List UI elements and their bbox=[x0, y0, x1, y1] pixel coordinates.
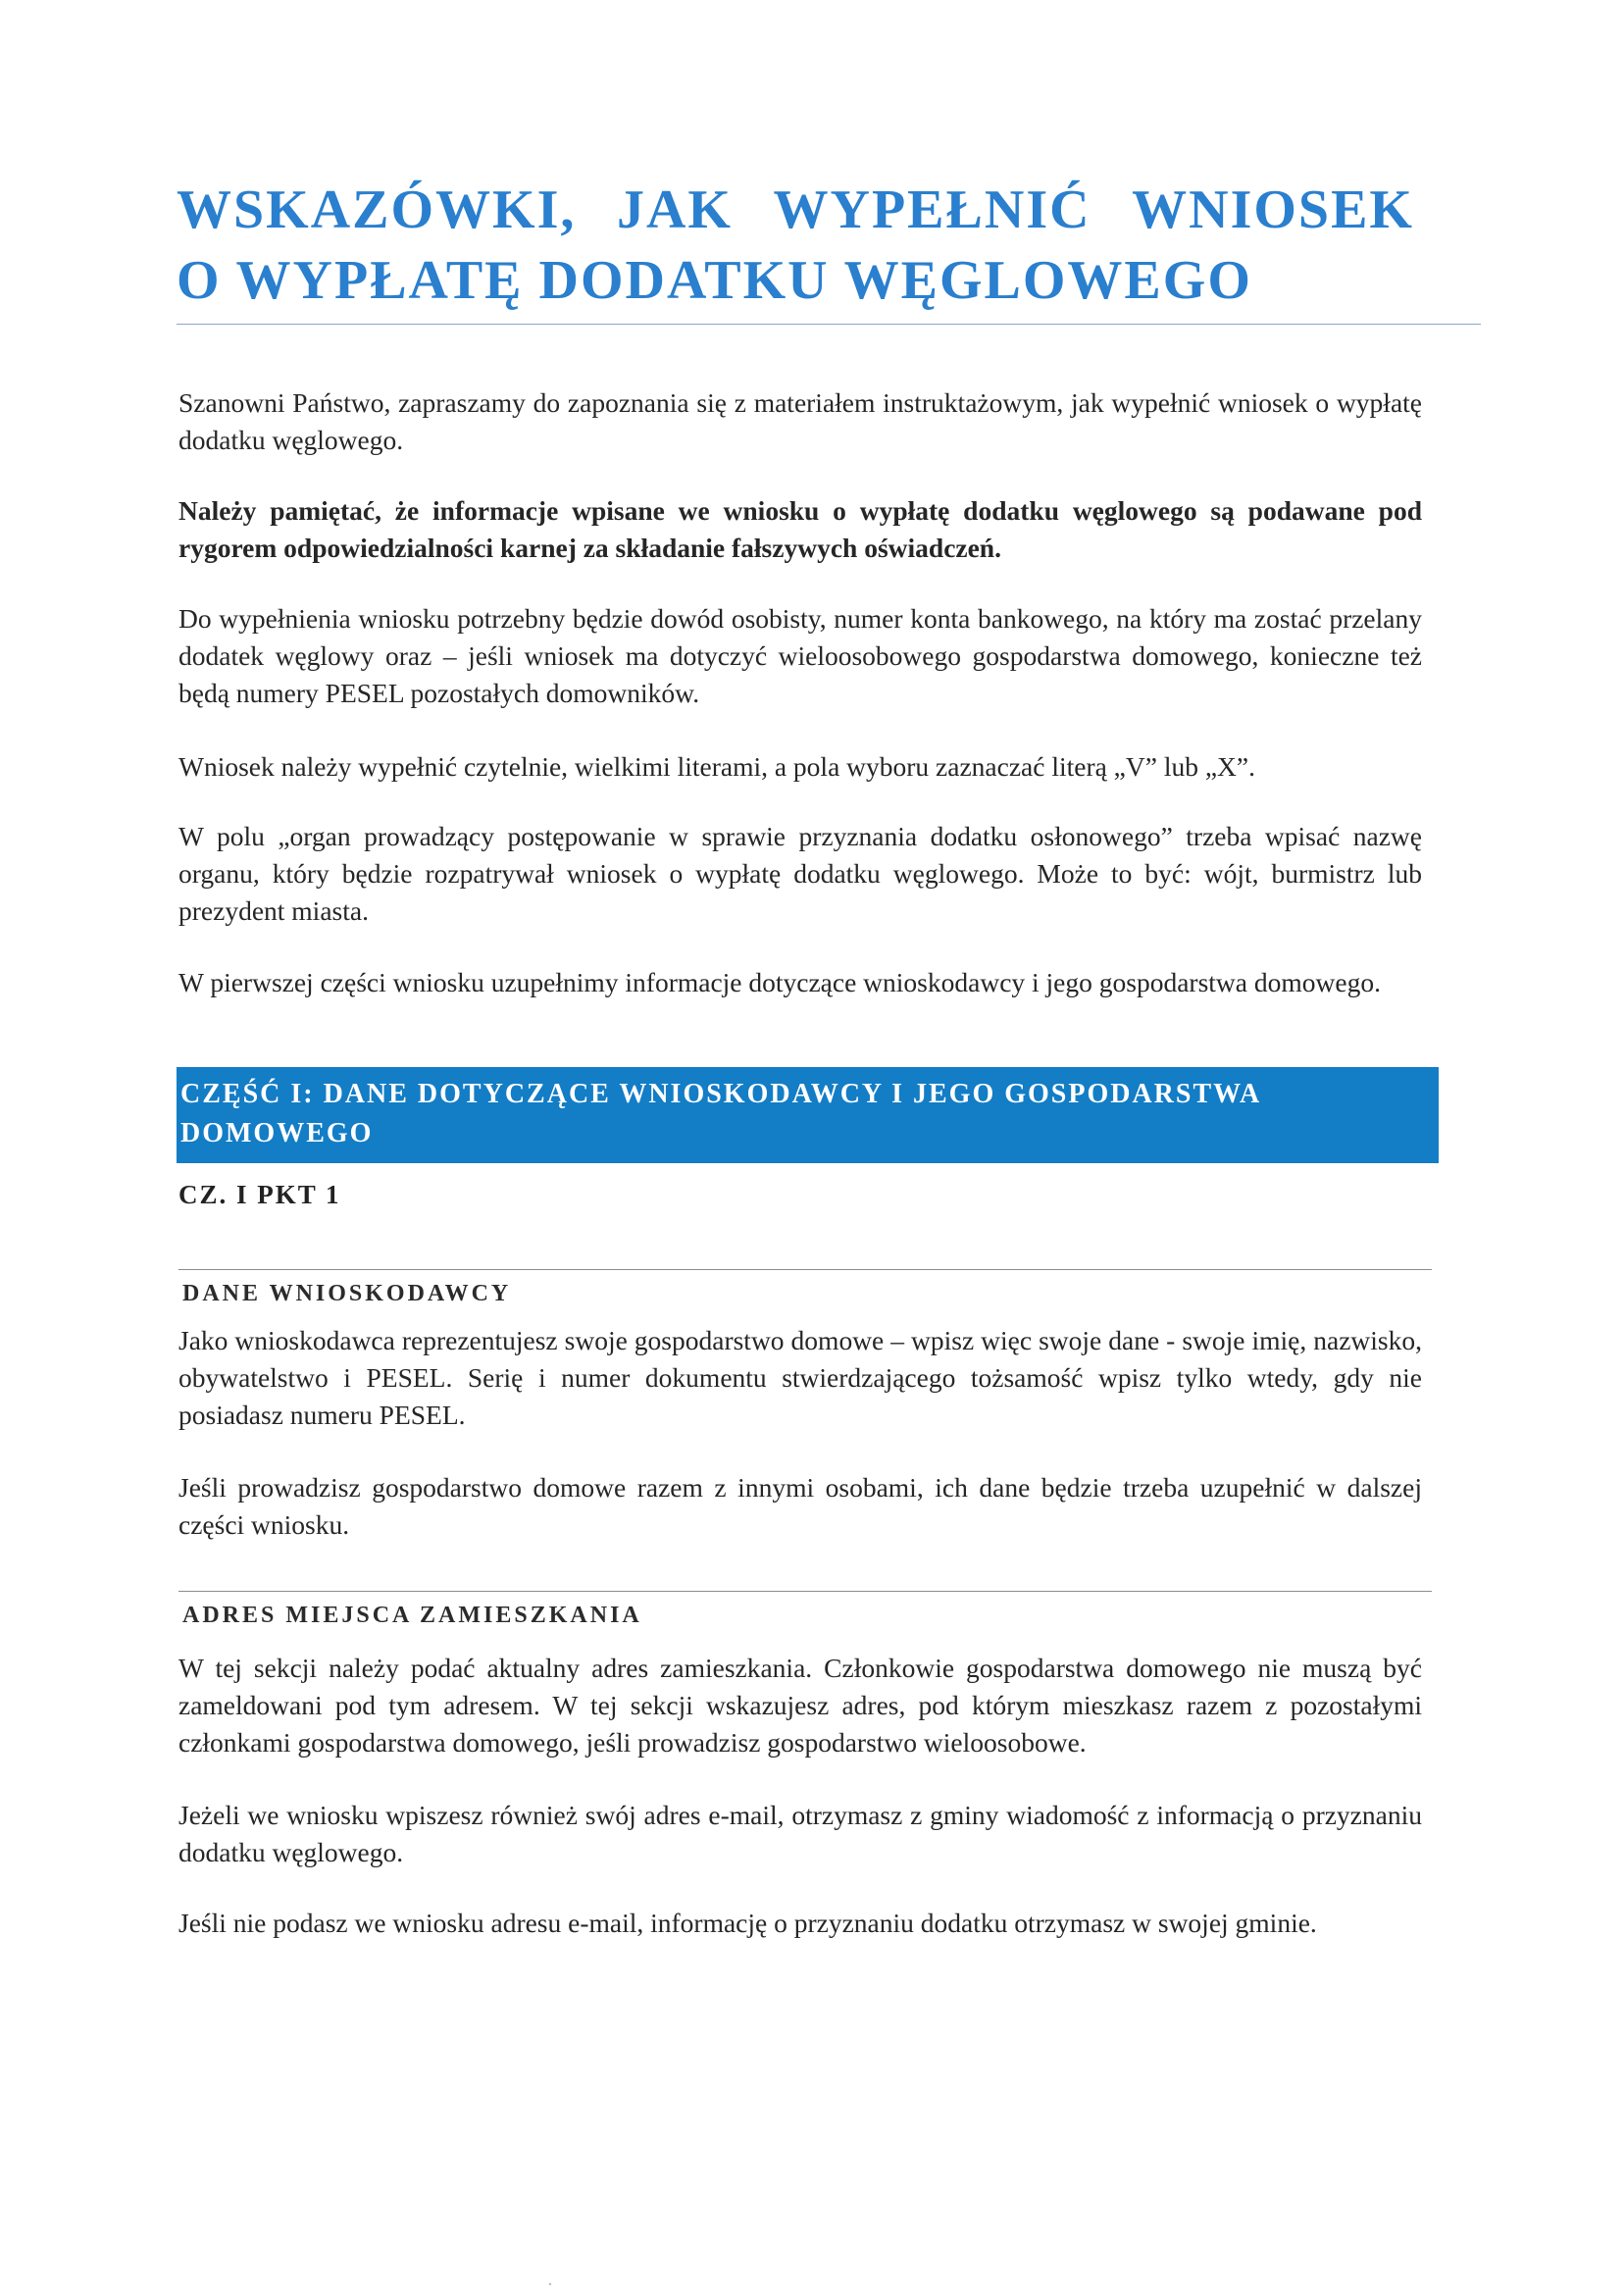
part-1-point-label: CZ. I PKT 1 bbox=[178, 1180, 341, 1209]
section-divider bbox=[178, 1591, 1432, 1592]
document-title bbox=[177, 175, 1451, 316]
title-word: WSKAZÓWKI, bbox=[177, 179, 577, 240]
intro-paragraph-3: Do wypełnienia wniosku potrzebny będzie dowód osobisty, numer konta bankowego, na który ma zostać przelany dodatek węglowy oraz – jeśli wniosek ma dotyczyć wieloosobowego gospodarstwa domowego, konieczne też będą numery PESEL pozostałych domowników. bbox=[178, 603, 1422, 708]
intro-paragraph-6: W pierwszej części wniosku uzupełnimy informacje dotyczące wnioskodawcy i jego gospodarstwa domowego. bbox=[178, 967, 1381, 997]
intro-paragraph-5: W polu „organ prowadzący postępowanie w sprawie przyznania dodatku osłonowego” trzeba wpisać nazwę organu, który będzie rozpatrywał wniosek o wypłatę dodatku węglowego. Może to być: wójt, burmistrz lub prezydent miasta. bbox=[178, 821, 1422, 926]
title-word: WYPEŁNIĆ bbox=[773, 179, 1091, 240]
section-heading-residence-address: ADRES MIEJSCA ZAMIESZKANIA bbox=[182, 1603, 642, 1628]
intro-paragraph-1: Szanowni Państwo, zapraszamy do zapoznania się z materiałem instruktażowym, jak wypełnić wniosek o wypłatę dodatku węglowego. bbox=[178, 387, 1422, 455]
scan-speck bbox=[549, 2283, 551, 2285]
title-divider bbox=[177, 324, 1481, 325]
title-line-2: O WYPŁATĘ DODATKU WĘGLOWEGO bbox=[177, 250, 1252, 311]
intro-warning-paragraph: Należy pamiętać, że informacje wpisane we wniosku o wypłatę dodatku węglowego są podawane pod rygorem odpowiedzialności karnej za składanie fałszywych oświadczeń. bbox=[178, 495, 1422, 563]
applicant-data-paragraph-1: Jako wnioskodawca reprezentujesz swoje gospodarstwo domowe – wpisz więc swoje dane - swoje imię, nazwisko, obywatelstwo i PESEL. Serię i numer dokumentu stwierdzającego tożsamość wpisz tylko wtedy, gdy nie posiadasz numeru PESEL. bbox=[178, 1325, 1422, 1430]
address-paragraph-3: Jeśli nie podasz we wniosku adresu e-mail, informację o przyznaniu dodatku otrzymasz w swojej gminie. bbox=[178, 1908, 1317, 1938]
title-line-1 bbox=[177, 175, 1414, 245]
section-heading-applicant-data: DANE WNIOSKODAWCY bbox=[182, 1281, 512, 1306]
part-1-heading-band: CZĘŚĆ I: DANE DOTYCZĄCE WNIOSKODAWCY I JEGO GOSPODARSTWA DOMOWEGO bbox=[177, 1067, 1439, 1163]
title-word: WNIOSEK bbox=[1132, 179, 1414, 240]
section-divider bbox=[178, 1269, 1432, 1270]
address-paragraph-2: Jeżeli we wniosku wpiszesz również swój adres e-mail, otrzymasz z gminy wiadomość z informacją o przyznaniu dodatku węglowego. bbox=[178, 1800, 1422, 1867]
title-word: JAK bbox=[616, 179, 733, 240]
address-paragraph-1: W tej sekcji należy podać aktualny adres zamieszkania. Członkowie gospodarstwa domowego nie muszą być zameldowani pod tym adresem. W tej sekcji wskazujesz adres, pod którym mieszkasz razem z pozostałymi członkami gospodarstwa domowego, jeśli prowadzisz gospodarstwo wieloosobowe. bbox=[178, 1653, 1422, 1758]
intro-paragraph-4: Wniosek należy wypełnić czytelnie, wielkimi literami, a pola wyboru zaznaczać literą „V” lub „X”. bbox=[178, 751, 1255, 782]
applicant-data-paragraph-2: Jeśli prowadzisz gospodarstwo domowe razem z innymi osobami, ich dane będzie trzeba uzupełnić w dalszej części wniosku. bbox=[178, 1472, 1422, 1540]
